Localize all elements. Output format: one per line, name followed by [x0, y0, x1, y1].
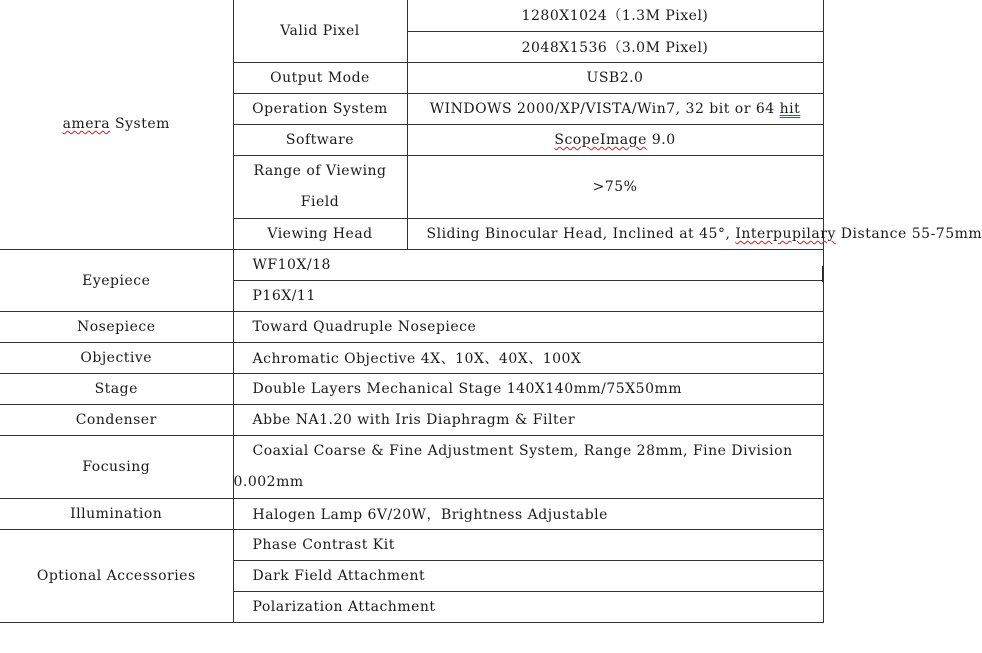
range-of-viewing-field-label: Range of Viewing Field	[233, 156, 407, 219]
camera-system-label: amera System	[0, 0, 233, 250]
table-row	[0, 436, 823, 499]
condenser-value: Abbe NA1.20 with Iris Diaphragm & Filter	[233, 405, 823, 436]
objective-value: Achromatic Objective 4X、10X、40X、100X	[233, 343, 823, 374]
optional-accessory-value: Polarization Attachment	[233, 592, 823, 623]
output-mode-label: Output Mode	[233, 63, 407, 94]
nosepiece-label: Nosepiece	[0, 312, 233, 343]
table-row	[0, 374, 823, 405]
illumination-value: Halogen Lamp 6V/20W，Brightness Adjustable	[233, 499, 823, 530]
output-mode-value: USB2.0	[407, 63, 823, 94]
table-row	[0, 250, 823, 281]
viewing-head-value: Sliding Binocular Head, Inclined at 45°, Interpupilary Distance 55-75mm	[407, 219, 823, 250]
valid-pixel-label: Valid Pixel	[233, 0, 407, 63]
software-value: ScopeImage 9.0	[407, 125, 823, 156]
focusing-value: Coaxial Coarse & Fine Adjustment System, Range 28mm, Fine Division 0.002mm	[233, 436, 823, 499]
optional-accessories-label: Optional Accessories	[0, 530, 233, 623]
nosepiece-value: Toward Quadruple Nosepiece	[233, 312, 823, 343]
operation-system-value: WINDOWS 2000/XP/VISTA/Win7, 32 bit or 64 hit	[407, 94, 823, 125]
valid-pixel-value: 1280X1024（1.3M Pixel)	[407, 0, 823, 32]
illumination-label: Illumination	[0, 499, 233, 530]
optional-accessory-value: Dark Field Attachment	[233, 561, 823, 592]
table-row	[0, 343, 823, 374]
table-row	[0, 312, 823, 343]
valid-pixel-value: 2048X1536（3.0M Pixel)	[407, 32, 823, 63]
text-cursor-mark	[822, 266, 823, 282]
stage-label: Stage	[0, 374, 233, 405]
objective-label: Objective	[0, 343, 233, 374]
table-row	[0, 499, 823, 530]
range-of-viewing-field-value: >75%	[407, 156, 823, 219]
viewing-head-label: Viewing Head	[233, 219, 407, 250]
eyepiece-value: WF10X/18	[233, 250, 823, 281]
table-row	[0, 0, 823, 32]
optional-accessory-value: Phase Contrast Kit	[233, 530, 823, 561]
condenser-label: Condenser	[0, 405, 233, 436]
eyepiece-label: Eyepiece	[0, 250, 233, 312]
table-row	[0, 530, 823, 561]
table-row	[0, 405, 823, 436]
software-label: Software	[233, 125, 407, 156]
operation-system-label: Operation System	[233, 94, 407, 125]
eyepiece-value: P16X/11	[233, 281, 823, 312]
stage-value: Double Layers Mechanical Stage 140X140mm/75X50mm	[233, 374, 823, 405]
focusing-label: Focusing	[0, 436, 233, 499]
